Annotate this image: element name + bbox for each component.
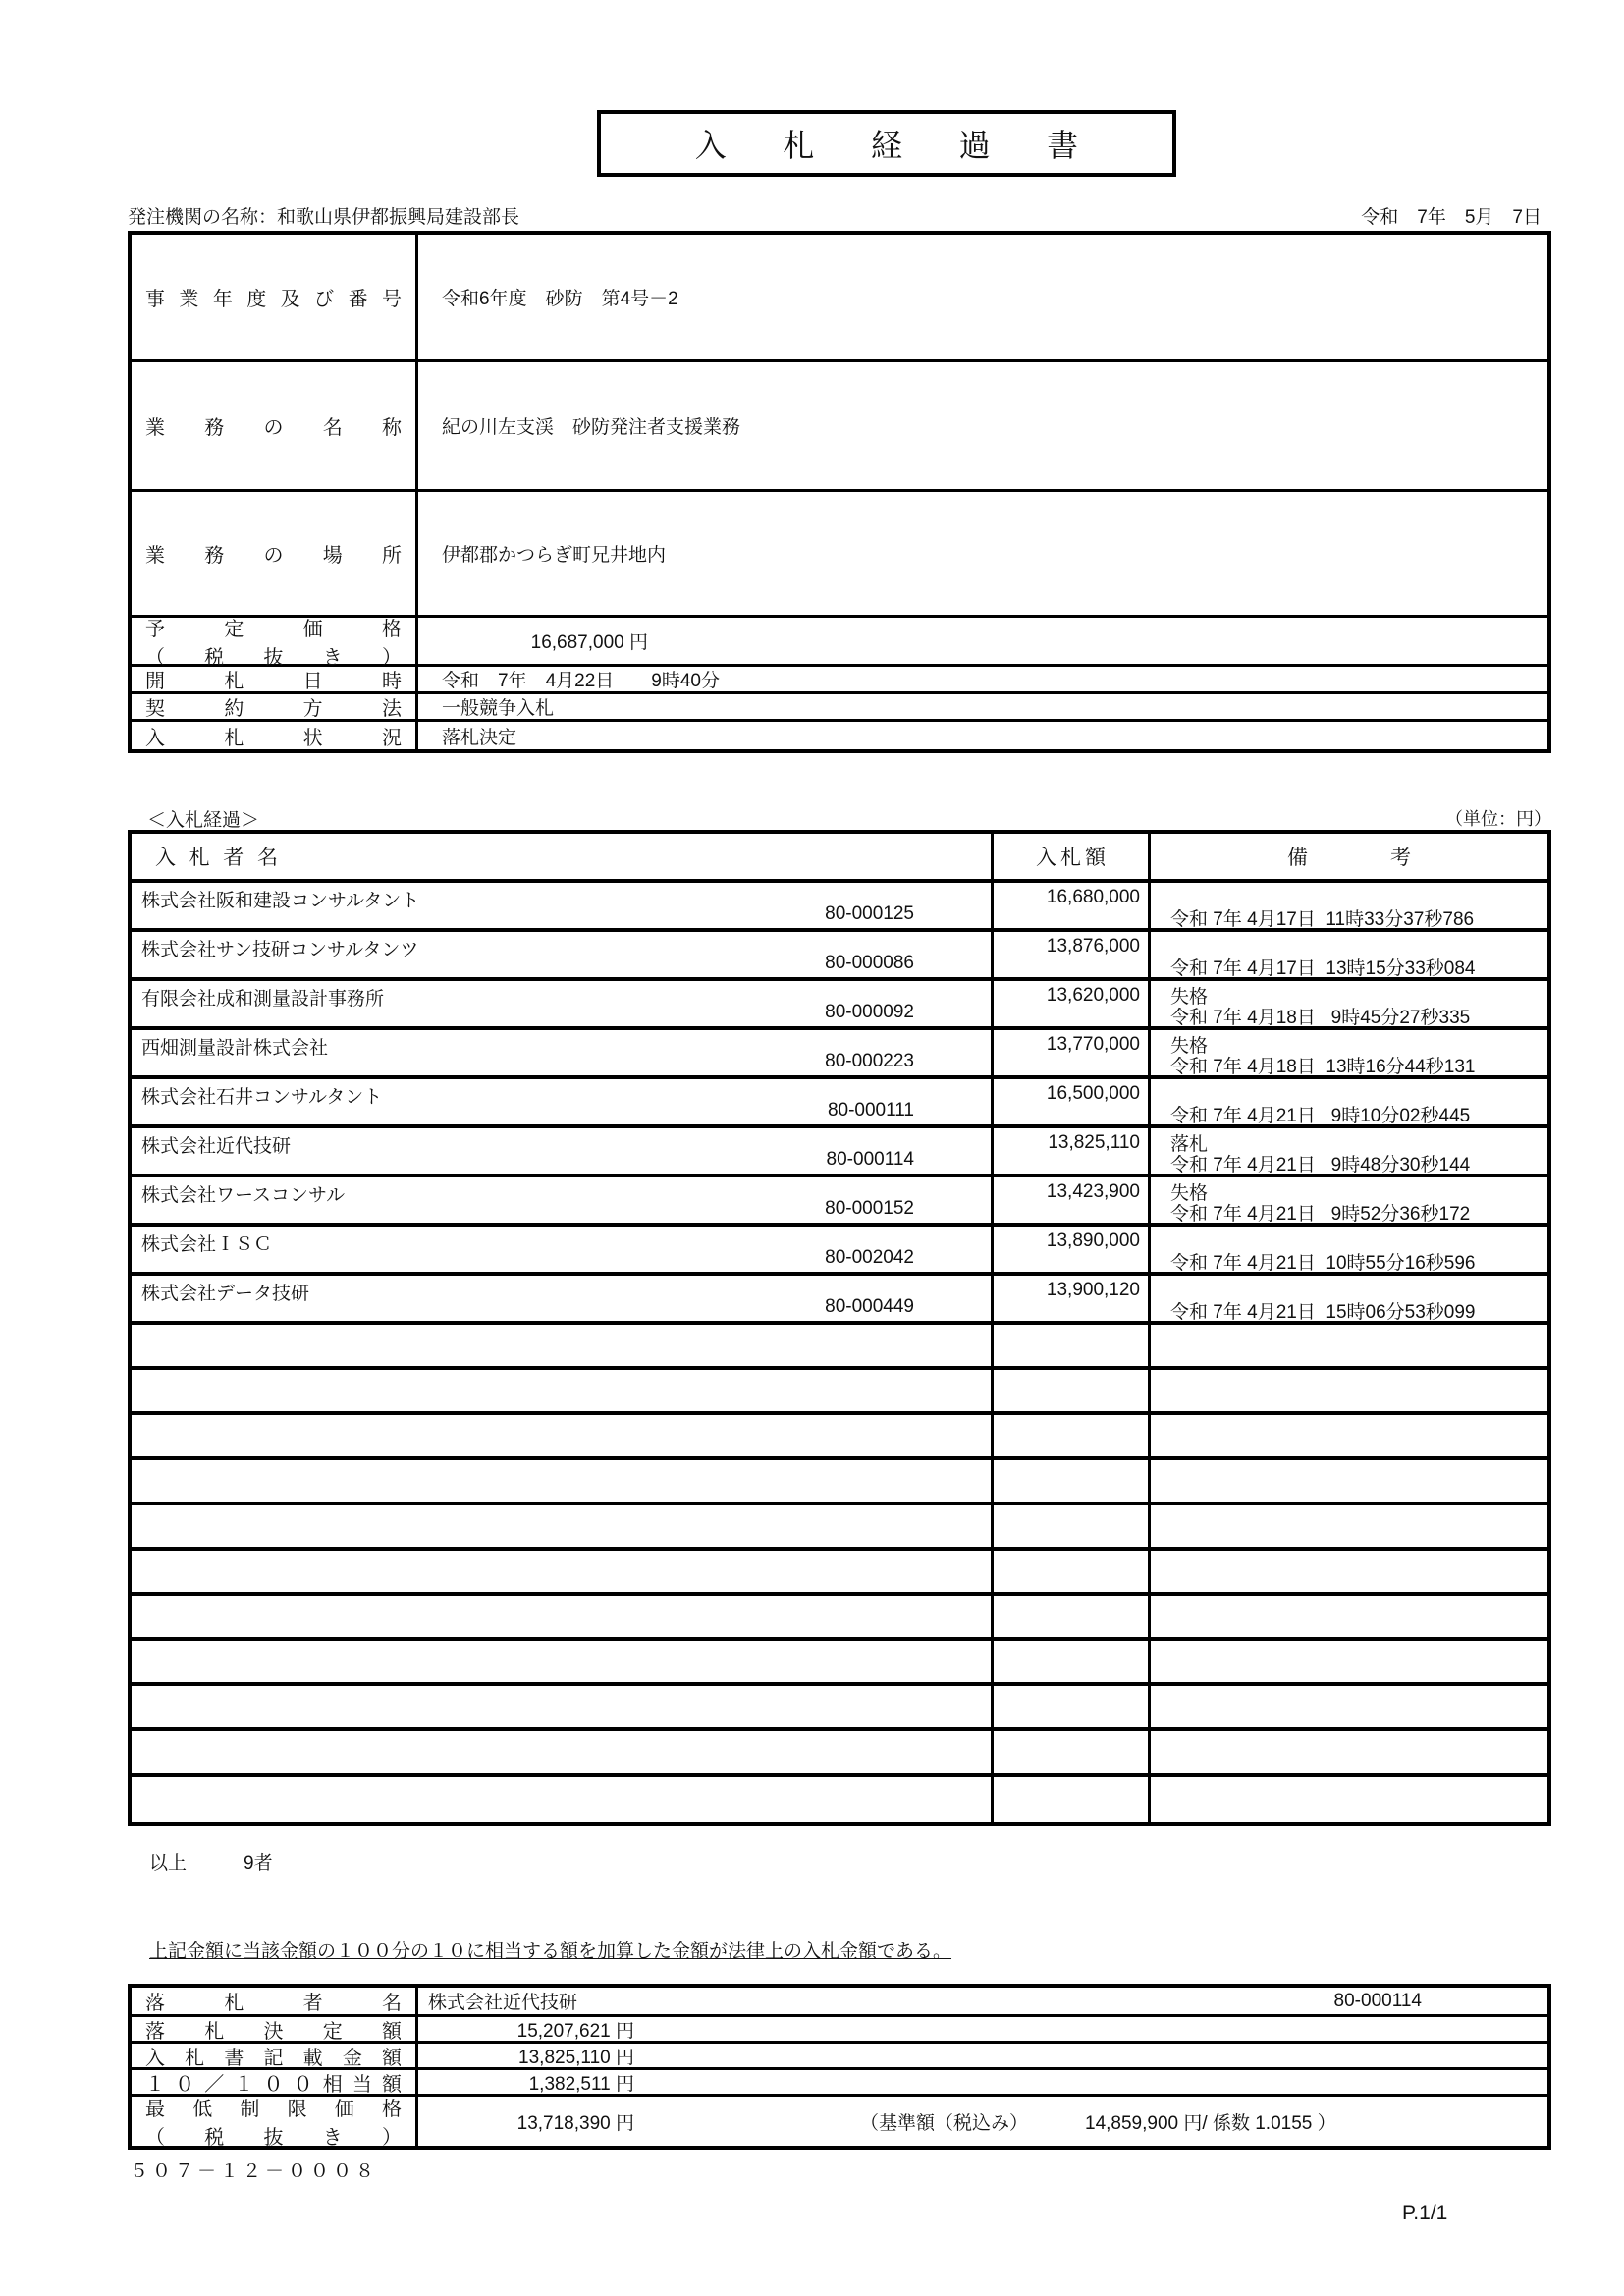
award-label: 落札決定額 <box>132 2017 418 2041</box>
award-value <box>418 1988 1547 2014</box>
base-amount-label: （基準額（税込み） <box>860 2112 1029 2134</box>
award-label: 入札書記載金額 <box>132 2044 418 2067</box>
bid-datetime: 令和 7年 4月21日 9時10分02秒445 <box>1170 1106 1471 1126</box>
award-row-decided-amount <box>132 2017 1547 2044</box>
bid-remark-cell <box>1151 1415 1547 1456</box>
bidder-name-cell <box>132 1641 994 1682</box>
bidder-total-count: 9者 <box>244 1853 273 1874</box>
bid-remark-cell <box>1151 1030 1547 1075</box>
bidder-name-cell <box>132 1777 994 1822</box>
bid-amount-cell <box>994 1325 1151 1366</box>
bidder-name-cell <box>132 1415 994 1456</box>
award-value <box>418 2070 1547 2094</box>
bid-datetime: 令和 7年 4月17日 11時33分37秒786 <box>1170 909 1475 930</box>
minimum-price: 13,718,390 円 <box>516 2112 634 2134</box>
info-label: 契約方法 <box>132 694 418 719</box>
award-row-bid-written-amount <box>132 2044 1547 2070</box>
bidder-name-cell <box>132 1177 994 1223</box>
bid-amount: 13,423,900 <box>994 1177 1151 1223</box>
bid-row-empty <box>132 1686 1547 1731</box>
bidder-name-cell <box>132 1370 994 1411</box>
bid-section-heading: ＜入札経過＞ <box>147 810 260 831</box>
bid-written-amount: 13,825,110 円 <box>518 2047 634 2068</box>
legal-note: 上記金額に当該金額の１００分の１０に相当する額を加算した金額が法律上の入札金額である。 <box>149 1941 952 1962</box>
bid-remark-cell <box>1151 1128 1547 1174</box>
bid-remark-cell <box>1151 1079 1547 1124</box>
bid-table-body <box>132 883 1547 1822</box>
bid-table <box>128 830 1551 1826</box>
info-row-project-number <box>132 235 1547 362</box>
bid-amount-cell <box>994 1415 1151 1456</box>
info-label: 事業年度及び番号 <box>132 235 418 359</box>
bidder-code: 80-000125 <box>825 903 914 924</box>
bid-remark-cell <box>1151 1505 1547 1547</box>
bid-row-empty <box>132 1370 1547 1415</box>
bidder-name-cell <box>132 1686 994 1727</box>
winner-name: 株式会社近代技研 <box>428 1993 578 2013</box>
winner-code: 80-000114 <box>1333 1990 1422 2011</box>
award-value <box>418 2097 1547 2146</box>
column-header-amount: 入札額 <box>994 834 1151 879</box>
bid-datetime: 令和 7年 4月21日 15時06分53秒099 <box>1170 1302 1476 1323</box>
bid-remark-cell <box>1151 932 1547 977</box>
bid-status: 失格 <box>1170 987 1209 1008</box>
info-value: 落札決定 <box>442 727 517 748</box>
info-row-project-name <box>132 362 1547 492</box>
bid-status <box>1170 884 1547 904</box>
bid-remark-cell <box>1151 1325 1547 1366</box>
info-label: 予定価格 （税抜き） <box>132 618 418 664</box>
document-date: 令和 7年 5月 7日 <box>1361 207 1542 228</box>
bid-row <box>132 1227 1547 1276</box>
bidder-name-cell <box>132 1596 994 1637</box>
ten-percent-amount: 1,382,511 円 <box>528 2073 634 2095</box>
award-label: １０／１００相当額 <box>132 2070 418 2094</box>
bid-status <box>1170 933 1547 954</box>
bid-amount: 16,500,000 <box>994 1079 1151 1124</box>
bid-datetime: 令和 7年 4月17日 13時15分33秒084 <box>1170 958 1476 979</box>
bid-row-empty <box>132 1731 1547 1777</box>
bid-status: 落札 <box>1170 1134 1209 1155</box>
bid-amount: 13,825,110 <box>994 1128 1151 1174</box>
bidder-name-cell <box>132 1030 994 1075</box>
info-value: 一般競争入札 <box>442 698 555 719</box>
bid-remark-cell <box>1151 1227 1547 1272</box>
bid-amount: 13,876,000 <box>994 932 1151 977</box>
bid-row-empty <box>132 1551 1547 1596</box>
bid-status: 失格 <box>1170 1183 1209 1204</box>
bid-datetime: 令和 7年 4月18日 13時16分44秒131 <box>1170 1057 1476 1077</box>
bid-remark-cell <box>1151 981 1547 1026</box>
bidder-name-cell <box>132 1276 994 1321</box>
bidder-name-cell <box>132 1325 994 1366</box>
bidder-name: 株式会社データ技研 <box>141 1284 310 1304</box>
award-value <box>418 2017 1547 2041</box>
bidder-code: 80-000092 <box>825 1002 914 1022</box>
bidder-name-cell <box>132 883 994 928</box>
bidder-name: 株式会社ワースコンサル <box>141 1185 346 1206</box>
document-title-box <box>597 110 1176 177</box>
info-row-project-location <box>132 492 1547 618</box>
bid-row <box>132 1079 1547 1128</box>
bidder-name-cell <box>132 1731 994 1773</box>
bid-row-empty <box>132 1325 1547 1370</box>
bidder-name: 株式会社阪和建設コンサルタント <box>141 891 420 911</box>
bid-remark-cell <box>1151 1551 1547 1592</box>
bidder-name-cell <box>132 1551 994 1592</box>
info-value: 伊都郡かつらぎ町兄井地内 <box>442 545 667 566</box>
decided-amount: 15,207,621 円 <box>516 2020 634 2042</box>
bidder-code: 80-000086 <box>825 953 914 973</box>
bidder-name-cell <box>132 1079 994 1124</box>
bid-remark-cell <box>1151 1686 1547 1727</box>
bid-datetime: 令和 7年 4月21日 10時55分16秒596 <box>1170 1253 1476 1274</box>
bid-row-empty <box>132 1777 1547 1822</box>
award-row-minimum-price <box>132 2097 1547 2149</box>
bidder-code: 80-000223 <box>825 1051 914 1071</box>
bid-row <box>132 1030 1547 1079</box>
award-row-winner <box>132 1988 1547 2017</box>
bidder-name: 株式会社サン技研コンサルタンツ <box>141 940 419 960</box>
bidder-name-cell <box>132 1505 994 1547</box>
column-header-bidder: 入札者名 <box>132 834 994 879</box>
bid-row <box>132 981 1547 1030</box>
info-row-bid-status <box>132 722 1547 749</box>
bid-remark-cell <box>1151 1276 1547 1321</box>
column-header-remarks: 備考 <box>1287 847 1493 869</box>
bid-remark-cell <box>1151 1641 1547 1682</box>
bid-amount-cell <box>994 1777 1151 1822</box>
bid-row <box>132 932 1547 981</box>
bidder-code: 80-000114 <box>826 1149 914 1170</box>
bidder-name: 西畑測量設計株式会社 <box>141 1038 329 1059</box>
bidder-name-cell <box>132 1128 994 1174</box>
bid-row <box>132 1177 1547 1227</box>
ordering-agency: 発注機関の名称：和歌山県伊都振興局建設部長 <box>128 207 520 228</box>
bid-status <box>1170 1277 1547 1297</box>
info-label: 業務の場所 <box>132 492 418 615</box>
bid-row <box>132 883 1547 932</box>
bid-row-empty <box>132 1415 1547 1460</box>
info-row-contract-method <box>132 694 1547 722</box>
bidder-code: 80-000449 <box>825 1296 914 1317</box>
bid-remark-cell <box>1151 883 1547 928</box>
bid-table-header <box>132 834 1547 883</box>
bid-remark-cell <box>1151 1596 1547 1637</box>
bidder-name: 株式会社ＩＳＣ <box>141 1234 273 1255</box>
bid-row-empty <box>132 1505 1547 1551</box>
info-row-opening-datetime <box>132 667 1547 694</box>
info-label: 開札日時 <box>132 667 418 691</box>
bidder-name-cell <box>132 1227 994 1272</box>
bid-amount: 13,890,000 <box>994 1227 1151 1272</box>
unit-note: （単位：円） <box>1445 809 1551 829</box>
bid-remark-cell <box>1151 1777 1547 1822</box>
info-value: 令和 7年 4月22日 9時40分 <box>442 671 720 691</box>
bid-row-empty <box>132 1596 1547 1641</box>
info-value: 紀の川左支渓 砂防発注者支援業務 <box>442 417 741 438</box>
award-label: 最低制限価格 （税抜き） <box>132 2097 418 2146</box>
planned-price: 16,687,000 円 <box>530 632 648 653</box>
info-value <box>418 618 1547 664</box>
bidder-total-label: 以上 <box>149 1853 188 1874</box>
bid-amount-cell <box>994 1641 1151 1682</box>
bid-datetime: 令和 7年 4月21日 9時52分36秒172 <box>1170 1204 1471 1225</box>
bidder-name: 株式会社近代技研 <box>141 1136 292 1157</box>
info-label: 業務の名称 <box>132 362 418 489</box>
info-row-planned-price <box>132 618 1547 667</box>
document-number: ５０７－１２－０００８ <box>130 2161 379 2182</box>
document-title: 入札経過書 <box>694 128 1135 163</box>
bid-status <box>1170 1228 1547 1248</box>
award-label: 落札者名 <box>132 1988 418 2014</box>
bid-amount: 13,770,000 <box>994 1030 1151 1075</box>
bid-status <box>1170 1080 1547 1101</box>
page-number: P.1/1 <box>1402 2202 1448 2224</box>
bid-amount-cell <box>994 1370 1151 1411</box>
award-value <box>418 2044 1547 2067</box>
bid-row <box>132 1276 1547 1325</box>
bidder-total-line <box>149 1848 273 1875</box>
bid-status: 失格 <box>1170 1036 1209 1057</box>
bid-amount: 16,680,000 <box>994 883 1151 928</box>
bid-remark-cell <box>1151 1370 1547 1411</box>
base-amount-value: 14,859,900 円/ 係数 1.0155 ） <box>1085 2112 1336 2134</box>
bidder-name-cell <box>132 1460 994 1502</box>
bid-amount-cell <box>994 1460 1151 1502</box>
bidder-name-cell <box>132 981 994 1026</box>
bid-amount-cell <box>994 1505 1151 1547</box>
bid-remark-cell <box>1151 1460 1547 1502</box>
bid-amount: 13,900,120 <box>994 1276 1151 1321</box>
bidder-name-cell <box>132 932 994 977</box>
bid-amount-cell <box>994 1731 1151 1773</box>
bidder-code: 80-000111 <box>827 1100 914 1121</box>
bidder-name: 株式会社石井コンサルタント <box>141 1087 383 1108</box>
bid-row-empty <box>132 1460 1547 1505</box>
info-value: 令和6年度 砂防 第4号－2 <box>442 289 678 309</box>
info-label: 入札状況 <box>132 722 418 749</box>
bid-remark-cell <box>1151 1177 1547 1223</box>
project-info-table <box>128 231 1551 753</box>
bid-amount-cell <box>994 1596 1151 1637</box>
bid-amount-cell <box>994 1551 1151 1592</box>
bid-row <box>132 1128 1547 1177</box>
bid-amount-cell <box>994 1686 1151 1727</box>
bid-remark-cell <box>1151 1731 1547 1773</box>
bidder-name: 有限会社成和測量設計事務所 <box>141 989 385 1010</box>
bidder-code: 80-002042 <box>825 1247 914 1268</box>
bid-datetime: 令和 7年 4月21日 9時48分30秒144 <box>1170 1155 1471 1175</box>
bid-row-empty <box>132 1641 1547 1686</box>
bid-amount: 13,620,000 <box>994 981 1151 1026</box>
bidder-code: 80-000152 <box>825 1198 914 1219</box>
bid-datetime: 令和 7年 4月18日 9時45分27秒335 <box>1170 1008 1471 1028</box>
award-summary-table <box>128 1984 1551 2150</box>
